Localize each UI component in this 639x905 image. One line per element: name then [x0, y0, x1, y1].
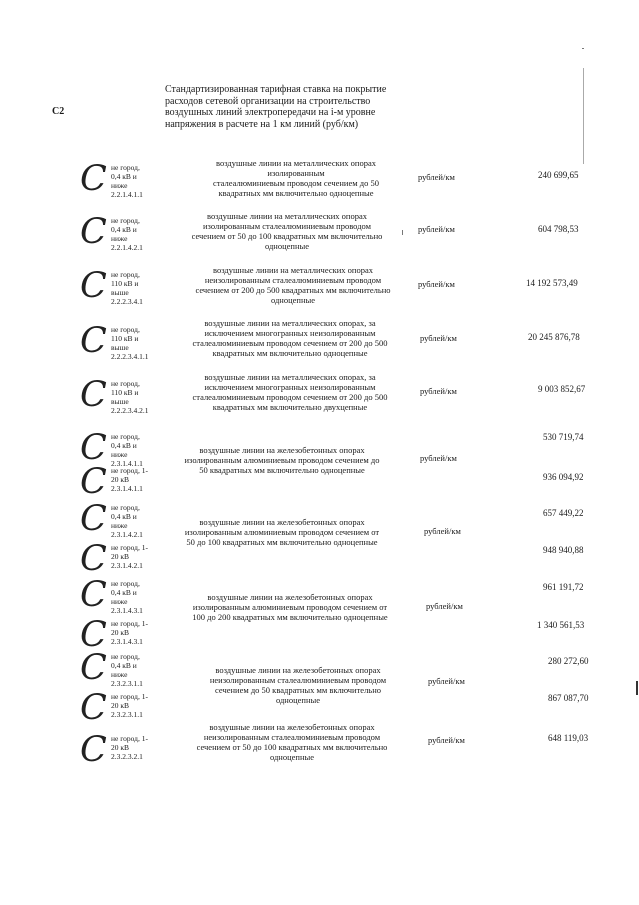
line-description: сталеалюминиевым проводом сечением до 50 [213, 178, 379, 188]
rate-value: 9 003 852,67 [538, 384, 586, 394]
voltage-code-line: не город, [111, 379, 140, 388]
unit-label: рублей/км [418, 224, 455, 234]
c-symbol: C [80, 539, 107, 579]
line-description: изолированным сталеалюминиевым проводом [203, 221, 371, 231]
voltage-code-line: 20 кВ [111, 743, 130, 752]
voltage-code-line: не город, [111, 325, 140, 334]
line-description: сечением до 50 квадратных мм включительно [215, 685, 381, 695]
line-description: квадратных мм включительно одноцепные [218, 188, 374, 198]
c-symbol: C [80, 575, 107, 615]
line-description: одноцепные [275, 695, 321, 705]
c-symbol: C [80, 159, 107, 199]
line-description: воздушные линии на железобетонных опорах [207, 592, 373, 602]
voltage-code-line: не город, [111, 652, 140, 661]
rate-value: 961 191,72 [543, 582, 584, 592]
line-description: воздушные линии на металлических опорах, за [204, 318, 376, 328]
line-description: одноцепные [264, 241, 310, 251]
rate-value: 1 340 561,53 [537, 620, 585, 630]
line-description: одноцепные [270, 295, 316, 305]
c-symbol: C [80, 212, 107, 252]
voltage-code-line: не город, 1- [111, 619, 148, 628]
voltage-code-line: не город, 1- [111, 692, 148, 701]
voltage-code-line: 0,4 кВ и [111, 225, 137, 234]
line-description: воздушные линии на железобетонных опорах [215, 665, 381, 675]
unit-label: рублей/км [420, 333, 457, 343]
voltage-code-line: 20 кВ [111, 701, 130, 710]
rate-value: 240 699,65 [538, 170, 579, 180]
voltage-code-line: 0,4 кВ и [111, 661, 137, 670]
line-description: изолированным алюминиевым проводом сечением от [184, 527, 380, 537]
voltage-code-line: ниже [111, 597, 128, 606]
line-description: 50 до 100 квадратных мм включительно одноцепные [186, 537, 378, 547]
unit-label: рублей/км [420, 386, 457, 396]
voltage-code-line: 2.2.2.3.4.2.1 [111, 406, 149, 415]
c-symbol: C [80, 688, 107, 728]
unit-label: рублей/км [418, 172, 455, 182]
voltage-code-line: не город, [111, 216, 140, 225]
line-description: неизолированным сталеалюминиевым проводом [204, 275, 382, 285]
voltage-code-line: не город, [111, 163, 140, 172]
rate-value: 20 245 876,78 [528, 332, 580, 342]
voltage-code-line: 2.3.2.3.2.1 [111, 752, 143, 761]
section-label: С2 [52, 106, 65, 117]
margin-mark [636, 681, 638, 695]
voltage-code-line: не город, [111, 579, 140, 588]
line-description: воздушные линии на металлических опорах [207, 211, 367, 221]
voltage-code-line: 110 кВ и [111, 279, 139, 288]
c-symbol: C [80, 648, 107, 688]
c-symbol: C [80, 499, 107, 539]
voltage-code-line: 2.3.1.4.1.1 [111, 459, 143, 468]
rate-value: 604 798,53 [538, 224, 579, 234]
rate-value: 530 719,74 [543, 432, 584, 442]
voltage-code-line: выше [111, 397, 129, 406]
line-description: воздушные линии на железобетонных опорах [209, 722, 375, 732]
voltage-code-line: ниже [111, 181, 128, 190]
voltage-code-line: 20 кВ [111, 552, 130, 561]
rate-value: 280 272,60 [548, 656, 589, 666]
margin-mark [582, 48, 584, 49]
line-description: сталеалюминиевым проводом сечением от 200 до 500 [192, 338, 388, 348]
line-description: сечением от 50 до 100 квадратных мм включительно [196, 742, 388, 752]
c-symbol: C [80, 615, 107, 655]
unit-label: рублей/км [426, 601, 463, 611]
line-description: воздушные линии на металлических опорах [216, 158, 376, 168]
line-description: 100 до 200 квадратных мм включительно одноцепные [192, 612, 388, 622]
voltage-code-line: 2.2.1.4.1.1 [111, 190, 143, 199]
voltage-code-line: 2.3.1.4.3.1 [111, 637, 143, 646]
voltage-code-line: 0,4 кВ и [111, 441, 137, 450]
voltage-code-line: 0,4 кВ и [111, 172, 137, 181]
rate-value: 657 449,22 [543, 508, 584, 518]
c-symbol: C [80, 375, 107, 415]
voltage-code-line: не город, [111, 503, 140, 512]
line-description: исключением многогранных неизолированным [204, 328, 376, 338]
rate-value: 948 940,88 [543, 545, 584, 555]
voltage-code-line: выше [111, 288, 129, 297]
margin-mark [583, 68, 584, 164]
line-description: 50 квадратных мм включительно одноцепные [199, 465, 365, 475]
line-description: неизолированным сталеалюминиевым проводом [203, 732, 381, 742]
c-symbol: C [80, 428, 107, 468]
voltage-code-line: 2.3.1.4.2.1 [111, 561, 143, 570]
voltage-code-line: выше [111, 343, 129, 352]
line-description: сечением от 200 до 500 квадратных мм включительно [195, 285, 391, 295]
c-symbol: C [80, 266, 107, 306]
line-description: воздушные линии на железобетонных опорах [199, 517, 365, 527]
line-description: изолированным алюминиевым проводом сечением от [192, 602, 388, 612]
voltage-code-line: 0,4 кВ и [111, 588, 137, 597]
line-description: одноцепные [269, 752, 315, 762]
voltage-code-line: 2.3.1.4.3.1 [111, 606, 143, 615]
voltage-code-line: не город, 1- [111, 734, 148, 743]
line-description: воздушные линии на металлических опорах, за [204, 372, 376, 382]
voltage-code-line: 2.2.2.3.4.1.1 [111, 352, 149, 361]
line-description: воздушные линии на железобетонных опорах [199, 445, 365, 455]
voltage-code-line: 0,4 кВ и [111, 512, 137, 521]
voltage-code-line: 20 кВ [111, 628, 130, 637]
unit-label: рублей/км [418, 279, 455, 289]
voltage-code-line: ниже [111, 234, 128, 243]
voltage-code-line: не город, 1- [111, 543, 148, 552]
voltage-code-line: 2.3.1.4.1.1 [111, 484, 143, 493]
voltage-code-line: 110 кВ и [111, 334, 139, 343]
line-description: квадратных мм включительно двухцепные [212, 402, 368, 412]
line-description: сталеалюминиевым проводом сечением от 200 до 500 [192, 392, 388, 402]
voltage-code-line: не город, [111, 432, 140, 441]
voltage-code-line: 110 кВ и [111, 388, 139, 397]
line-description: изолированным алюминиевым проводом сечением до [184, 455, 380, 465]
line-description: изолированным [267, 168, 325, 178]
rate-value: 936 094,92 [543, 472, 584, 482]
unit-label: рублей/км [428, 735, 465, 745]
rate-value: 648 119,03 [548, 733, 589, 743]
voltage-code-line: ниже [111, 450, 128, 459]
c-symbol: C [80, 730, 107, 770]
voltage-code-line: ниже [111, 670, 128, 679]
margin-mark [402, 230, 403, 235]
line-description: сечением от 50 до 100 квадратных мм включительно [191, 231, 383, 241]
line-description: квадратных мм включительно одноцепные [212, 348, 368, 358]
voltage-code-line: 2.2.1.4.2.1 [111, 243, 143, 252]
unit-label: рублей/км [424, 526, 461, 536]
rate-value: 867 087,70 [548, 693, 589, 703]
unit-label: рублей/км [420, 453, 457, 463]
line-description: воздушные линии на металлических опорах [213, 265, 373, 275]
voltage-code-line: не город, 1- [111, 466, 148, 475]
voltage-code-line: 2.2.2.3.4.1 [111, 297, 143, 306]
rate-value: 14 192 573,49 [526, 278, 578, 288]
c-symbol: C [80, 321, 107, 361]
page-title: Стандартизированная тарифная ставка на покрытие расходов сетевой организации на строительство воздушных линий электропередачи на i-м уровне напряжения в расчете на 1 км линий (руб/км) [165, 84, 387, 130]
line-description: неизолированным сталеалюминиевым проводом [209, 675, 387, 685]
voltage-code-line: 20 кВ [111, 475, 130, 484]
voltage-code-line: не город, [111, 270, 140, 279]
unit-label: рублей/км [428, 676, 465, 686]
voltage-code-line: 2.3.2.3.1.1 [111, 710, 143, 719]
c-symbol: C [80, 462, 107, 502]
voltage-code-line: 2.3.1.4.2.1 [111, 530, 143, 539]
line-description: исключением многогранных неизолированным [204, 382, 376, 392]
voltage-code-line: 2.3.2.3.1.1 [111, 679, 143, 688]
voltage-code-line: ниже [111, 521, 128, 530]
